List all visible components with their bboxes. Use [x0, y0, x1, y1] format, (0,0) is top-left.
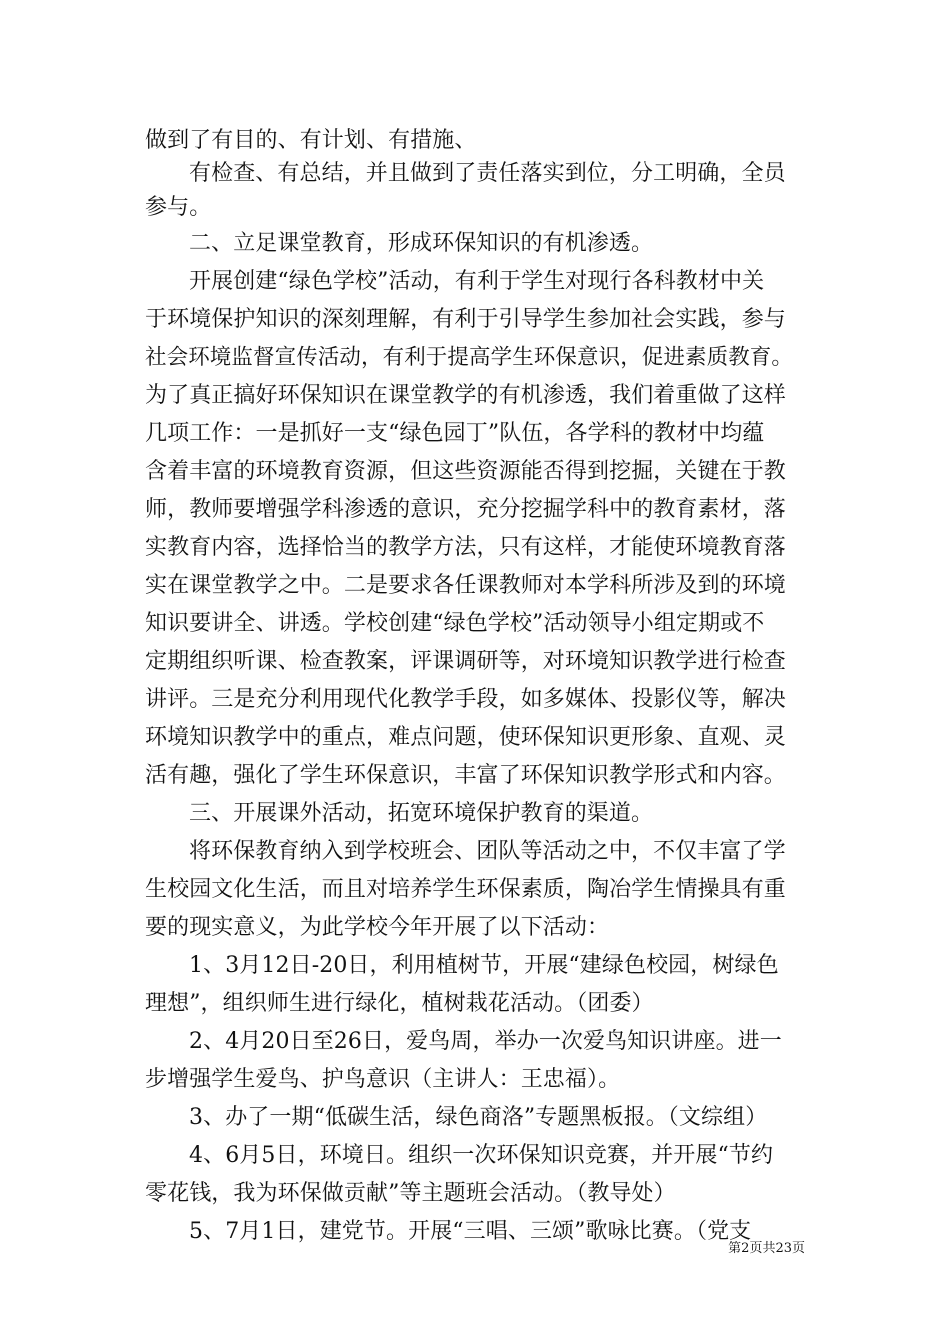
list-item: 3、办了一期“低碳生活，绿色商洛”专题黑板报。（文综组） — [189, 1105, 768, 1130]
text-line: 几项工作：一是抓好一支“绿色园丁”队伍，各学科的教材中均蕴 — [145, 421, 765, 446]
list-item: 2、4月20日至26日，爱鸟周，举办一次爱鸟知识讲座。进一 — [189, 1029, 782, 1054]
section-heading: 三、开展课外活动，拓宽环境保护教育的渠道。 — [189, 801, 654, 826]
text-line: 理想”，组织师生进行绿化，植树栽花活动。（团委） — [145, 991, 654, 1016]
text-line: 定期组织听课、检查教案，评课调研等，对环境知识教学进行检查 — [145, 649, 786, 674]
text-line: 开展创建“绿色学校”活动，有利于学生对现行各科教材中关 — [189, 269, 765, 294]
text-line: 知识要讲全、讲透。学校创建“绿色学校”活动领导小组定期或不 — [145, 611, 765, 636]
text-line: 含着丰富的环境教育资源，但这些资源能否得到挖掘，关键在于教 — [145, 459, 786, 484]
text-line: 零花钱，我为环保做贡献”等主题班会活动。（教导处） — [145, 1181, 676, 1206]
list-item: 1、3月12日-20日，利用植树节，开展“建绿色校园，树绿色 — [189, 953, 779, 978]
text-line: 要的现实意义，为此学校今年开展了以下活动： — [145, 915, 610, 940]
text-line: 社会环境监督宣传活动，有利于提高学生环保意识，促进素质教育。 — [145, 345, 794, 370]
text-line: 做到了有目的、有计划、有措施、 — [145, 128, 477, 153]
text-line: 实在课堂教学之中。二是要求各任课教师对本学科所涉及到的环境 — [145, 573, 786, 598]
page-number: 第2页共23页 — [728, 1241, 805, 1256]
text-line: 将环保教育纳入到学校班会、团队等活动之中，不仅丰富了学 — [189, 839, 786, 864]
text-line: 生校园文化生活，而且对培养学生环保素质，陶冶学生情操具有重 — [145, 877, 786, 902]
text-line: 为了真正搞好环保知识在课堂教学的有机渗透，我们着重做了这样 — [145, 383, 786, 408]
text-line: 参与。 — [145, 195, 212, 220]
text-line: 环境知识教学中的重点，难点问题，使环保知识更形象、直观、灵 — [145, 725, 786, 750]
text-line: 师，教师要增强学科渗透的意识，充分挖掘学科中的教育素材，落 — [145, 497, 786, 522]
text-line: 实教育内容，选择恰当的教学方法，只有这样，才能使环境教育落 — [145, 535, 786, 560]
section-heading: 二、立足课堂教育，形成环保知识的有机渗透。 — [189, 231, 654, 256]
list-item: 5、7月1日，建党节。开展“三唱、三颂”歌咏比赛。（党支 — [189, 1219, 752, 1244]
text-line: 于环境保护知识的深刻理解，有利于引导学生参加社会实践，参与 — [145, 307, 786, 332]
text-line: 讲评。三是充分利用现代化教学手段，如多媒体、投影仪等，解决 — [145, 687, 786, 712]
text-line: 活有趣，强化了学生环保意识，丰富了环保知识教学形式和内容。 — [145, 763, 786, 788]
text-line: 步增强学生爱鸟、护鸟意识（主讲人：王忠福）。 — [145, 1067, 621, 1092]
text-line: 有检查、有总结，并且做到了责任落实到位，分工明确，全员 — [189, 161, 786, 186]
list-item: 4、6月5日，环境日。组织一次环保知识竞赛，并开展“节约 — [189, 1143, 774, 1168]
